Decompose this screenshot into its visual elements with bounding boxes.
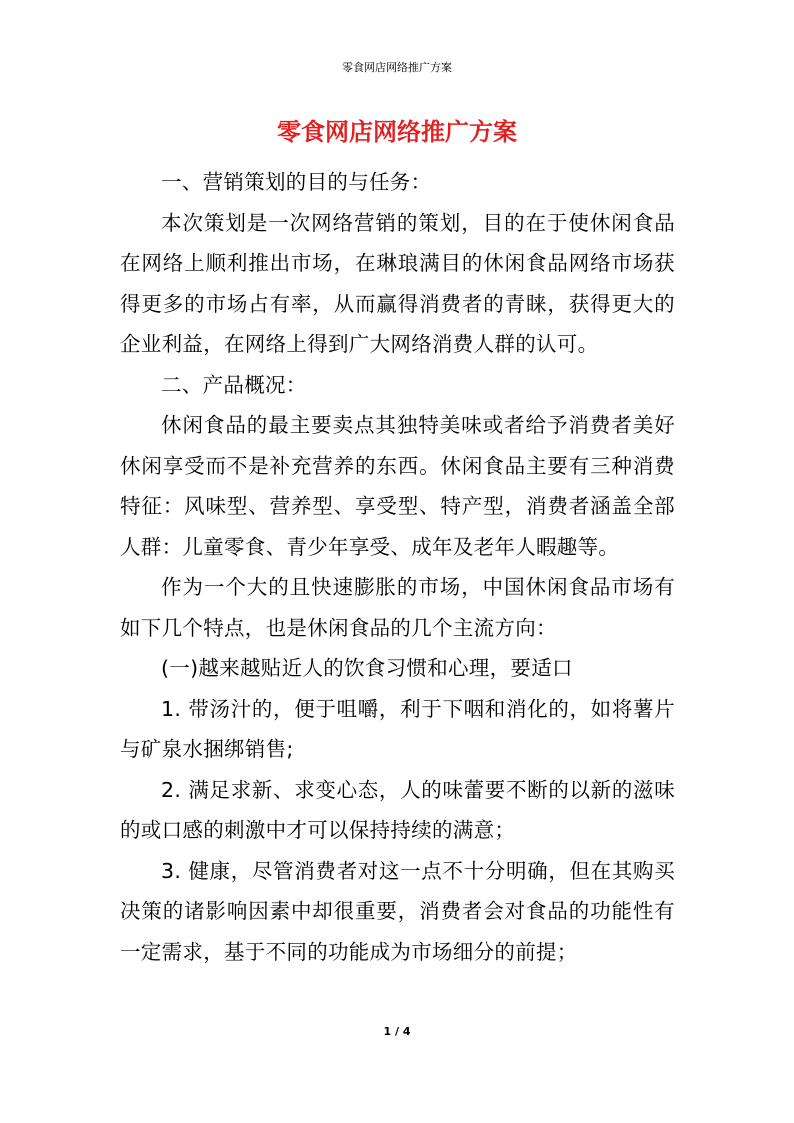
subheading-trend-one: (一)越来越贴近人的饮食习惯和心理，要适口 <box>161 656 573 680</box>
paragraph-purpose: 本次策划是一次网络营销的策划，目的在于使休闲食品在网络上顺利推出市场，在琳琅满目的休闲食品网络市场获得更多的市场占有率，从而赢得消费者的青睐，获得更大的企业利益，在网络上得到广大网络消费人群的认可。 <box>120 210 675 356</box>
list-item-3: 3. 健康，尽管消费者对这一点不十分明确，但在其购买决策的诸影响因素中却很重要，消费者会对食品的功能性有一定需求，基于不同的功能成为市场细分的前提； <box>120 858 675 964</box>
page-number: 1 / 4 <box>383 1025 411 1038</box>
paragraph-market-features: 作为一个大的且快速膨胀的市场，中国休闲食品市场有如下几个特点，也是休闲食品的几个主流方向： <box>120 575 675 640</box>
section-heading-product-overview: 二、产品概况： <box>161 372 307 397</box>
document-title: 零食网店网络推广方案 <box>277 118 517 146</box>
section-heading-purpose: 一、营销策划的目的与任务： <box>161 170 432 194</box>
list-item-2: 2. 满足求新、求变心态，人的味蕾要不断的以新的滋味的或口感的刺激中才可以保持持续的满意； <box>120 777 675 842</box>
paragraph-product-overview: 休闲食品的最主要卖点其独特美味或者给予消费者美好休闲享受而不是补充营养的东西。休闲食品主要有三种消费特征：风味型、营养型、享受型、特产型，消费者涵盖全部人群：儿童零食、青少年享受、成年及老年人暇趣等。 <box>120 413 675 559</box>
document-body <box>120 162 675 972</box>
list-item-1: 1. 带汤汁的，便于咀嚼，利于下咽和消化的，如将薯片与矿泉水捆绑销售; <box>120 696 675 761</box>
running-header: 零食网店网络推广方案 <box>342 61 452 74</box>
